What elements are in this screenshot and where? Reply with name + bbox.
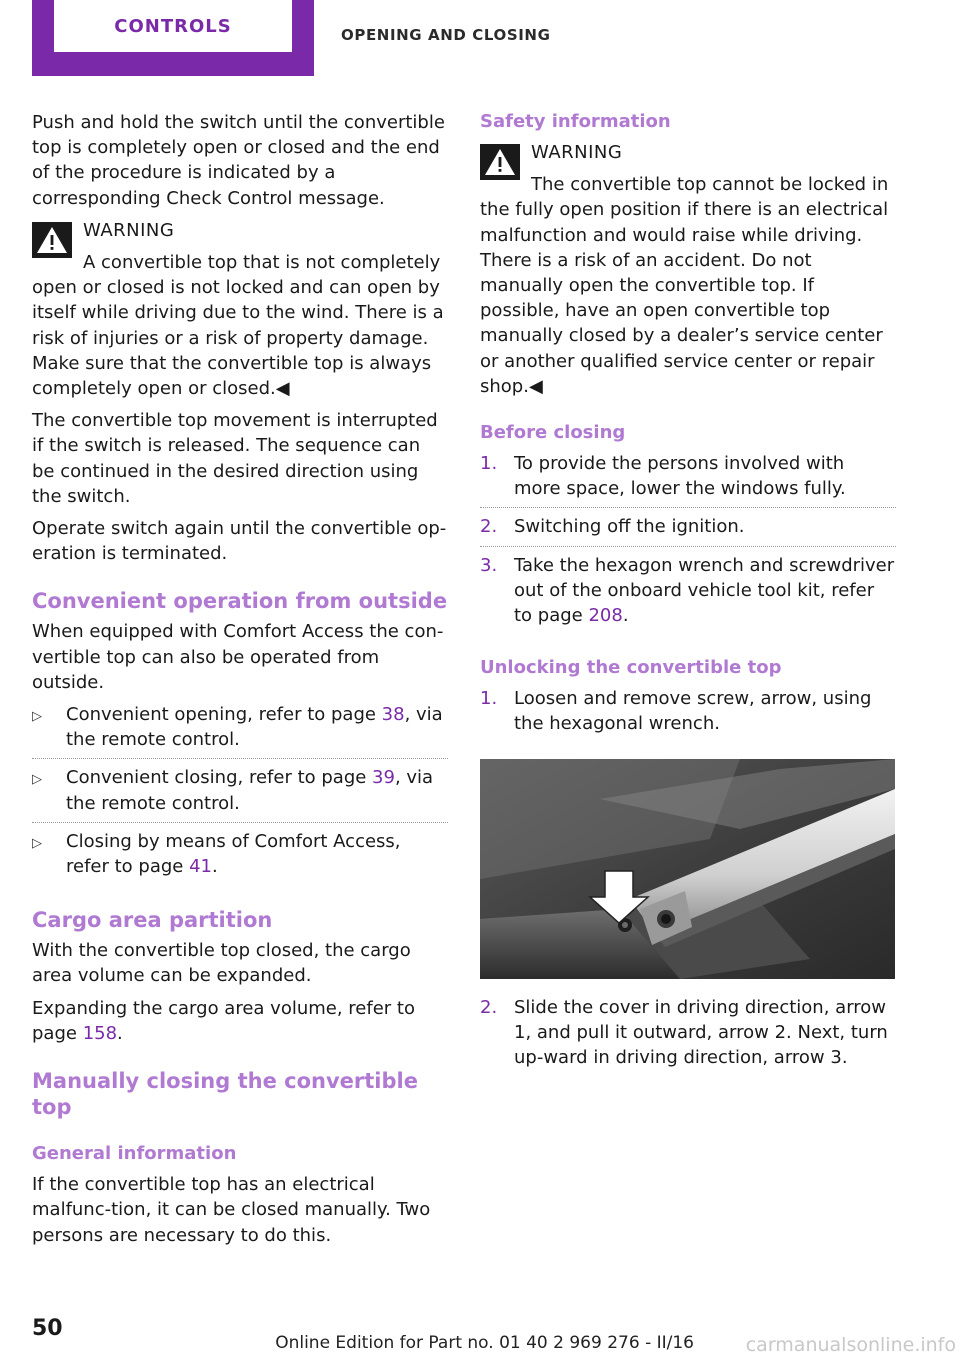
convertible-top-screw-photo — [480, 759, 895, 979]
step-number: 2. — [480, 996, 498, 1018]
list-item: 1. Loosen and remove screw, arrow, using the hexagonal wrench. — [480, 688, 872, 735]
heading-cargo-area: Cargo area partition — [32, 908, 273, 933]
left-column — [32, 110, 448, 1255]
heading-manual-closing: Manually closing the convertible top — [32, 1069, 418, 1120]
paragraph: Operate switch again until the convertible op‐eration is terminated. — [32, 518, 447, 565]
chapter-tab-label: CONTROLS — [54, 0, 292, 52]
heading-unlocking: Unlocking the convertible top — [480, 657, 782, 679]
list-item: 1. To provide the persons involved with more space, lower the windows fully. — [480, 451, 896, 508]
watermark: carmanualsonline.info — [745, 1334, 956, 1356]
triangle-bullet-icon: ▷ — [32, 835, 42, 851]
warning-block — [32, 218, 448, 401]
paragraph: Expanding the cargo area volume, refer to page 158. — [32, 997, 415, 1044]
unlocking-steps — [480, 686, 896, 742]
page-link[interactable]: 158 — [82, 1022, 118, 1044]
list-item: ▷ Closing by means of Comfort Access, refer to page 41. — [32, 830, 401, 878]
warning-icon — [480, 144, 520, 180]
triangle-bullet-icon: ▷ — [32, 772, 42, 788]
step-number: 1. — [480, 688, 498, 710]
convenient-list — [32, 702, 448, 885]
edition-footer: Online Edition for Part no. 01 40 2 969 276 - II/16 — [275, 1333, 694, 1353]
page-number: 50 — [32, 1316, 63, 1341]
list-item: ▷ Convenient opening, refer to page 38, via the remote control. — [32, 702, 448, 759]
before-closing-steps — [480, 451, 896, 634]
right-column — [480, 110, 896, 1083]
step-number: 2. — [480, 516, 498, 538]
paragraph: If the convertible top has an electrical malfunc‐tion, it can be closed manually. Two persons are necessary to do this. — [32, 1174, 431, 1246]
warning-title: WARNING — [83, 219, 175, 241]
triangle-bullet-icon: ▷ — [32, 709, 42, 725]
heading-before-closing: Before closing — [480, 422, 626, 444]
step-number: 3. — [480, 554, 498, 576]
warning-title: WARNING — [531, 142, 623, 163]
step-number: 1. — [480, 453, 498, 475]
list-item: 3. Take the hexagon wrench and screwdriver out of the onboard vehicle tool kit, refer to page 208. — [480, 554, 895, 627]
list-item: ▷ Convenient closing, refer to page 39, via the remote control. — [32, 765, 448, 822]
section-title: OPENING AND CLOSING — [341, 26, 551, 44]
page-link[interactable]: 41 — [189, 856, 212, 878]
warning-icon — [32, 222, 72, 258]
paragraph: The convertible top movement is interrupted if the switch is released. The sequence can be continued in the desired direction using the switch. — [32, 410, 438, 507]
page-link[interactable]: 39 — [372, 767, 395, 789]
list-item: 2. Switching off the ignition. — [480, 514, 896, 546]
unlocking-steps-continued — [480, 995, 896, 1077]
heading-safety-info: Safety information — [480, 111, 671, 132]
paragraph: With the convertible top closed, the cargo area volume can be expanded. — [32, 940, 411, 987]
page-link[interactable]: 38 — [381, 704, 405, 726]
heading-convenient-operation: Convenient operation from outside — [32, 589, 448, 614]
page-link[interactable]: 208 — [588, 605, 623, 627]
heading-general-info: General information — [32, 1143, 237, 1165]
paragraph: When equipped with Comfort Access the con‐vertible top can also be operated from outside. — [32, 621, 444, 693]
chapter-tab — [32, 0, 314, 76]
warning-text: The convertible top cannot be locked in the fully open position if there is an electrical malfunction and would raise while driving. There is a risk of an accident. Do not manually open the convertible top. If possible, have an open convertible top manually closed by a dealer’s service center or another qualified service center or repair shop.◀ — [480, 174, 889, 397]
warning-text: A convertible top that is not completely open or closed is not locked and can open by itself while driving due to the wind. There is a risk of injuries or a risk of property damage. Make sure that the convertible top is always completely open or closed.◀ — [32, 252, 444, 400]
warning-block — [480, 140, 896, 399]
paragraph: Push and hold the switch until the convertible top is completely open or closed and the end of the procedure is indicated by a corresponding Check Control message. — [32, 112, 445, 209]
list-item: 2. Slide the cover in driving direction, arrow 1, and pull it outward, arrow 2. Next, turn up‐ward in driving direction, arrow 3. — [480, 996, 888, 1069]
